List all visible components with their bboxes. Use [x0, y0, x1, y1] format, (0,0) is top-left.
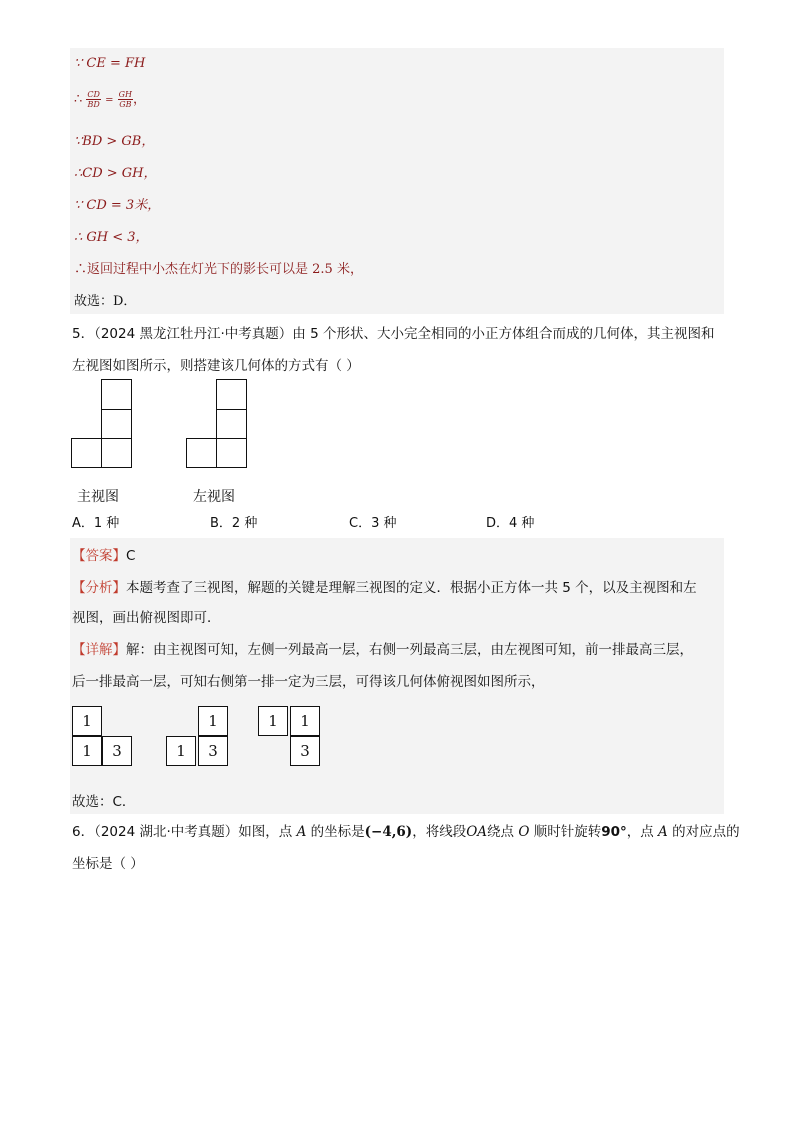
option-d[interactable]: D．4 种 [486, 516, 535, 531]
solution-line-3: ∵BD > GB， [74, 134, 155, 149]
solution-line-7: ∴返回过程中小杰在灯光下的影长可以是 2.5 米， [74, 262, 363, 277]
grid-cell: 3 [290, 736, 320, 766]
analysis-tag: 【分析】 [72, 580, 126, 596]
fraction-cd-bd [86, 90, 101, 109]
analysis-line1 [72, 576, 697, 596]
solution-line-2: ∴ $\frac{CD}{BD}$ = $\frac{GH}{GB}$ ， [74, 90, 147, 109]
cube-square [102, 439, 132, 468]
front-view-label: 主视图 [77, 489, 119, 505]
fraction-denominator: BD [87, 100, 100, 109]
fraction-gh-gb [118, 90, 133, 109]
answer-tag: 【答案】 [72, 548, 126, 564]
q6-text: 顺时针旋转 [529, 824, 602, 840]
q6-text: 的坐标是 [306, 824, 365, 840]
answer-conclusion: 故选：C． [72, 794, 136, 810]
q6-text: 6．（2024 湖北·中考真题）如图，点 [72, 824, 297, 840]
question6-line1 [72, 820, 740, 840]
point-label: A [296, 824, 307, 840]
fraction-numerator: GH [118, 90, 133, 99]
answer-line [72, 544, 135, 564]
grid-cell: 1 [290, 706, 320, 736]
answer-value: C [126, 548, 136, 564]
question6-line2: 坐标是（ ） [72, 856, 144, 872]
solution-line-5: ∵ CD = 3米， [74, 198, 161, 213]
front-view-figure [71, 379, 133, 469]
q6-text: 的对应点的 [667, 824, 740, 840]
analysis-line2: 视图，画出俯视图即可． [72, 610, 221, 626]
grid-cell: 1 [198, 706, 228, 736]
solution-line-1: ∵ CE = FH [74, 56, 146, 71]
cube-square [217, 410, 247, 439]
therefore-symbol: ∴ [74, 92, 83, 107]
cube-square [187, 439, 217, 468]
grid-cell: 1 [72, 706, 102, 736]
fraction-denominator: GB [119, 100, 132, 109]
detail-text: 解：由主视图可知，左侧一列最高一层，右侧一列最高三层，由左视图可知，前一排最高三层， [126, 642, 693, 658]
solution-conclusion: 故选：D． [74, 294, 137, 309]
question5-line1: 5．（2024 黑龙江牡丹江·中考真题）由 5 个形状、大小完全相同的小正方体组合而成的几何体，其主视图和 [72, 326, 715, 342]
grid-cell: 1 [258, 706, 288, 736]
question5-line2: 左视图如图所示，则搭建该几何体的方式有（ ） [72, 358, 360, 374]
solution-line-6: ∴ GH < 3， [74, 230, 149, 245]
grid-cell: 1 [72, 736, 102, 766]
cube-square [217, 439, 247, 468]
q6-text: 绕点 [487, 824, 519, 840]
cube-square [72, 439, 102, 468]
angle: 90° [601, 824, 627, 840]
segment-label: OA [466, 824, 488, 840]
left-view-figure [186, 379, 248, 469]
fraction-numerator: CD [87, 90, 100, 99]
option-c[interactable]: C．3 种 [349, 516, 397, 531]
left-view-label: 左视图 [193, 489, 235, 505]
detail-line1 [72, 638, 693, 658]
grid-cell: 3 [102, 736, 132, 766]
option-a[interactable]: A．1 种 [72, 516, 120, 531]
cube-square [102, 380, 132, 410]
cube-square [217, 380, 247, 410]
answer-block [70, 538, 724, 814]
detail-line2: 后一排最高一层，可知右侧第一排一定为三层，可得该几何体俯视图如图所示， [72, 674, 545, 690]
analysis-text: 本题考查了三视图，解题的关键是理解三视图的定义．根据小正方体一共 5 个，以及主视图和左 [126, 580, 697, 596]
grid-cell: 3 [198, 736, 228, 766]
detail-tag: 【详解】 [72, 642, 126, 658]
cube-square [102, 410, 132, 439]
q6-text: ，将线段 [412, 824, 467, 840]
q6-text: ，点 [626, 824, 659, 840]
option-b[interactable]: B．2 种 [210, 516, 258, 531]
solution-block [70, 48, 724, 314]
solution-line-4: ∴CD > GH， [74, 166, 157, 181]
coordinate: (−4,6) [364, 824, 413, 840]
point-label: O [518, 824, 530, 840]
point-label: A [658, 824, 668, 840]
grid-cell: 1 [166, 736, 196, 766]
